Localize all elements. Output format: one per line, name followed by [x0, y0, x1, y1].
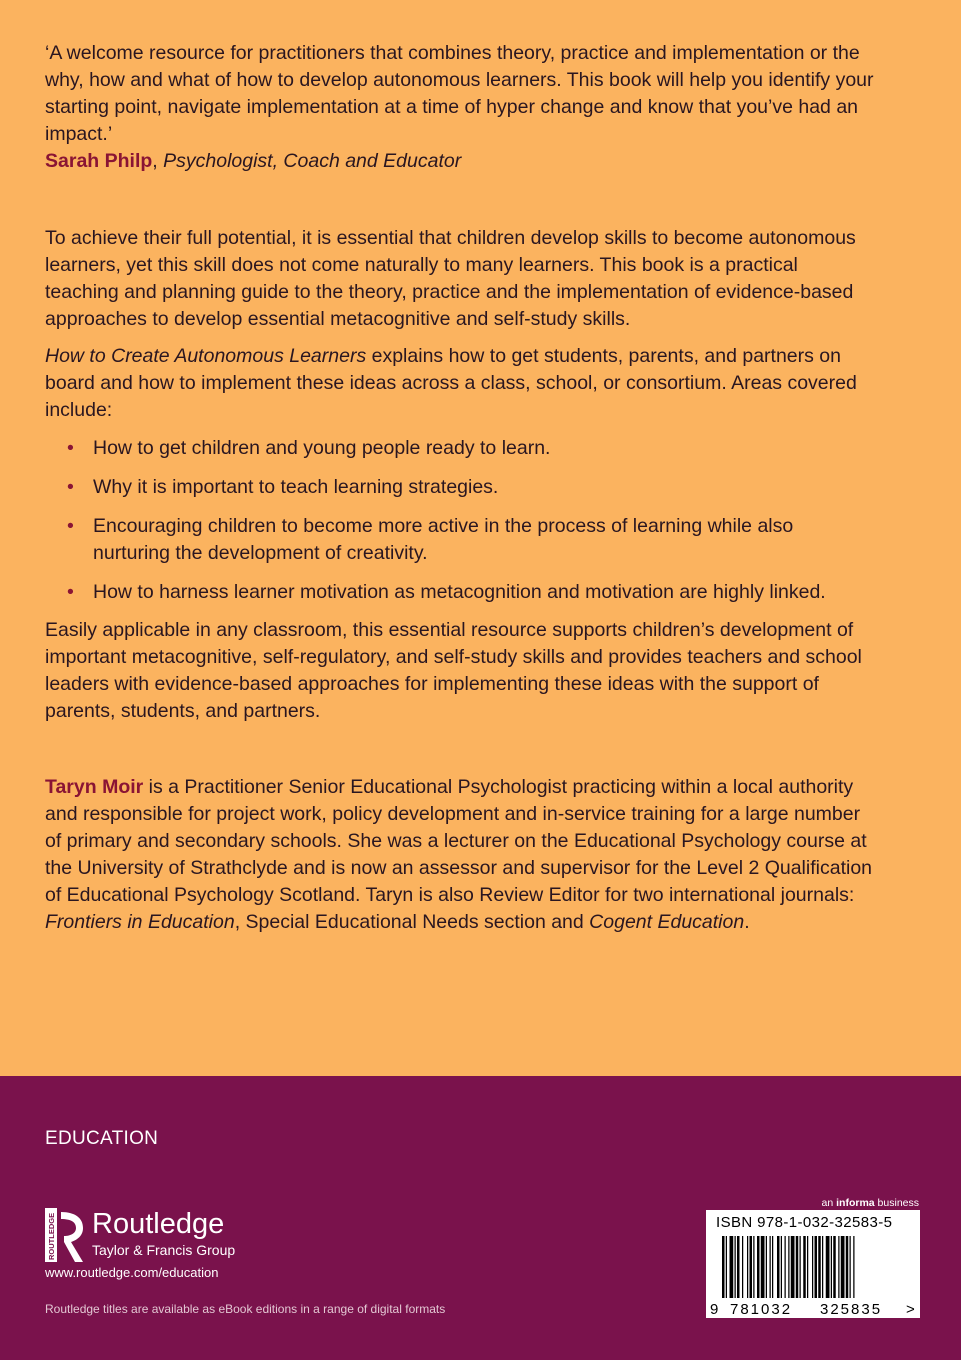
list-item: [45, 435, 875, 462]
barcode-bar: [722, 1236, 725, 1298]
author-bio-text-2: , Special Educational Needs section and: [234, 911, 590, 933]
quote-attribution: [45, 148, 875, 175]
publisher-group: Taylor & Francis Group: [92, 1242, 236, 1258]
bullet-icon: •: [67, 581, 74, 603]
barcode-bar: [807, 1236, 808, 1298]
list-item-text: How to get children and young people ready to learn.: [93, 437, 551, 459]
description-text-2: [45, 343, 875, 424]
barcode-right-digits: 325835: [820, 1301, 883, 1316]
routledge-wordmark: [92, 1208, 235, 1258]
barcode-bar: [747, 1236, 748, 1298]
category-label: EDUCATION: [45, 1128, 159, 1149]
informa-prefix: an: [821, 1197, 837, 1209]
barcode-bar: [735, 1236, 736, 1298]
description-paragraph-1: [45, 225, 875, 333]
publisher-name: Routledge: [92, 1208, 225, 1240]
barcode-end-mark: >: [906, 1301, 915, 1316]
barcode-bars: [722, 1236, 855, 1298]
informa-bold: informa: [836, 1197, 875, 1209]
informa-suffix: business: [874, 1197, 919, 1209]
description-text-3: Easily applicable in any classroom, this essential resource supports children’s development of important metacognitive, self-regulatory, and self-study skills and provides teachers and school leaders with evidence-based approaches for implementing these ideas with the support of parents, students, and partners.: [45, 619, 862, 722]
barcode-bar: [800, 1236, 801, 1298]
barcode-bar: [753, 1236, 754, 1298]
bullet-icon: •: [67, 437, 74, 459]
barcode-bar: [770, 1236, 771, 1298]
barcode-bar: [826, 1236, 830, 1298]
barcode-bar: [737, 1236, 740, 1298]
endorsement-quote: [45, 40, 875, 175]
barcode-bar: [772, 1236, 773, 1298]
quote-separator: ,: [152, 150, 158, 172]
barcode-bar: [850, 1236, 851, 1298]
barcode-bar: [791, 1236, 795, 1298]
publisher-url[interactable]: www.routledge.com/education: [45, 1265, 219, 1280]
barcode-bar: [818, 1236, 821, 1298]
quote-text: ‘A welcome resource for practitioners that combines theory, practice and implementation or the why, how and what of how to develop autonomous learners. This book will help you identify your starting point, navigate implementation at a time of hyper change and know that you’ve had an impact.’: [45, 42, 874, 145]
author-bio-text-1: is a Practitioner Senior Educational Psychologist practicing within a local authority and responsible for project work, policy development and in-service training for a large number of primary and secondary schools. She was a lecturer on the Educational Psychology course at the University of Strathclyde and is now an assessor and supervisor for the Level 2 Qualification of Educational Psychology Scotland. Taryn is also Review Editor for two international journals:: [45, 776, 873, 906]
list-item: [45, 513, 875, 567]
ebook-note: Routledge titles are available as eBook editions in a range of digital formats: [45, 1302, 446, 1316]
description-text-2-rest: explains how to get students, parents, and partners on board and how to implement these ideas across a class, school, or consortium. Areas covered include:: [45, 345, 857, 421]
barcode-bar: [742, 1236, 743, 1298]
barcode-bar: [757, 1236, 760, 1298]
barcode-first-digit: 9: [710, 1301, 719, 1316]
barcode-bar: [788, 1236, 789, 1298]
informa-tagline: [822, 1197, 919, 1209]
barcode-left-digits: 781032: [730, 1301, 793, 1316]
list-item-text: How to harness learner motivation as metacognition and motivation are highly linked.: [93, 581, 826, 603]
routledge-vertical-text: ROUTLEDGE: [47, 1212, 56, 1260]
book-title: How to Create Autonomous Learners: [45, 345, 367, 367]
quote-author: Sarah Philp: [45, 150, 153, 172]
author-bio-text: [45, 774, 875, 936]
author-name: Taryn Moir: [45, 776, 144, 798]
barcode-bar: [822, 1236, 823, 1298]
description-text-1: To achieve their full potential, it is essential that children develop skills to become autonomous learners, yet this skill does not come naturally to many learners. This book is a practical teaching and planning guide to the theory, practice and the implementation of evidence-based approaches to develop essential metacognitive and self-study skills.: [45, 227, 856, 330]
bullet-icon: •: [67, 515, 74, 537]
barcode-bar: [750, 1236, 753, 1298]
barcode-bar: [781, 1236, 782, 1298]
barcode-bar: [766, 1236, 767, 1298]
list-item: [45, 474, 875, 501]
author-bio: [45, 774, 875, 936]
barcode-bar: [726, 1236, 727, 1298]
barcode-bar: [831, 1236, 832, 1298]
list-item: [45, 579, 875, 606]
barcode-bar: [730, 1236, 734, 1298]
list-item-text: Encouraging children to become more active in the process of learning while also nurturing the development of creativity.: [93, 515, 794, 564]
bullet-icon: •: [67, 476, 74, 498]
barcode-bar: [841, 1236, 845, 1298]
barcode-bar: [838, 1236, 839, 1298]
author-bio-text-3: .: [744, 911, 750, 933]
barcode-bar: [761, 1236, 765, 1298]
isbn-number: ISBN 978-1-032-32583-5: [716, 1214, 893, 1231]
description-paragraph-2: [45, 343, 875, 424]
journal-name-1: Frontiers in Education: [45, 911, 235, 933]
barcode-bar: [815, 1236, 818, 1298]
barcode-bar: [846, 1236, 849, 1298]
barcode-bar: [803, 1236, 806, 1298]
barcode-bar: [785, 1236, 786, 1298]
barcode-bar: [833, 1236, 836, 1298]
journal-name-2: Cogent Education: [589, 911, 745, 933]
list-item-text: Why it is important to teach learning strategies.: [93, 476, 499, 498]
topics-list: [45, 435, 875, 606]
barcode-bar: [812, 1236, 813, 1298]
barcode-icon: [708, 1234, 918, 1316]
barcode-bar: [853, 1236, 854, 1298]
quote-author-role: Psychologist, Coach and Educator: [163, 150, 462, 172]
barcode-bar: [777, 1236, 780, 1298]
description-paragraph-3: [45, 617, 875, 725]
barcode-bar: [796, 1236, 799, 1298]
